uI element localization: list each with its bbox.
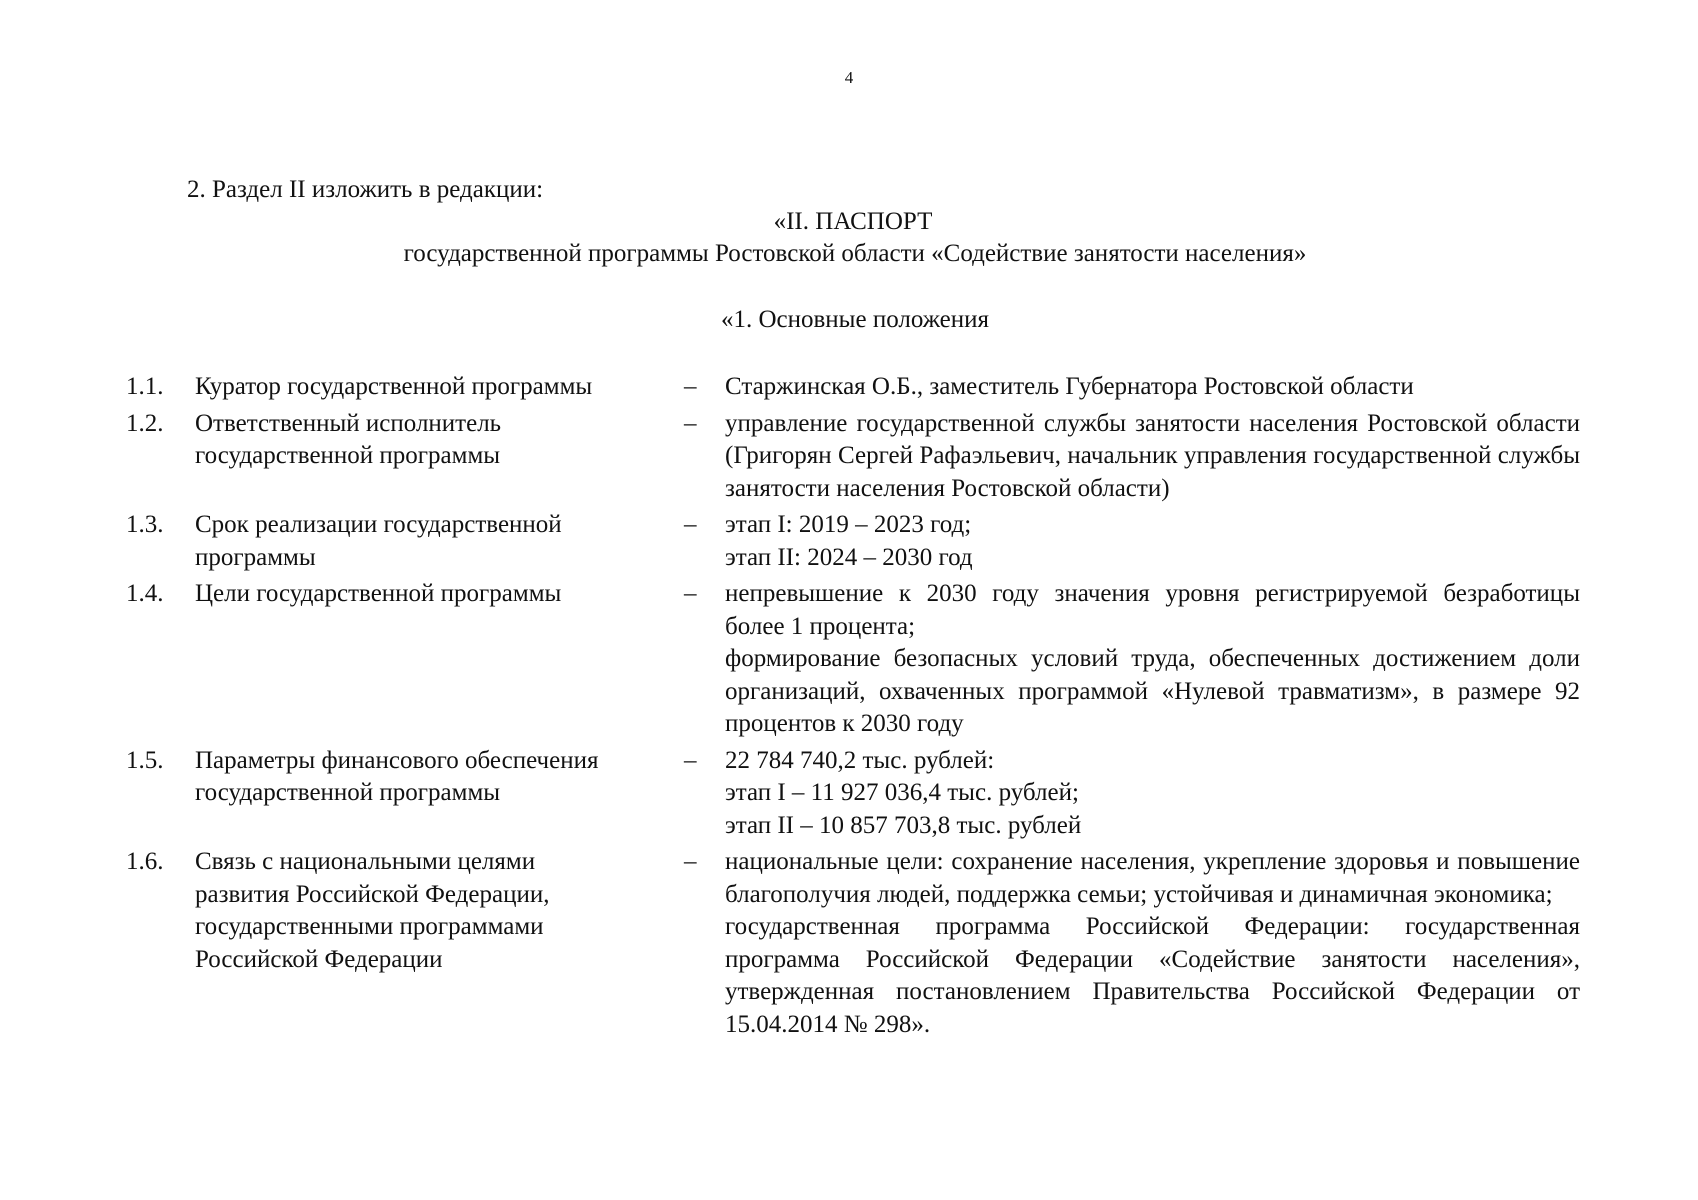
passport-row-1-1	[0, 371, 1698, 404]
value-paragraph: этап I: 2019 – 2023 год;	[725, 511, 972, 538]
row-value	[725, 371, 1580, 404]
row-dash: –	[684, 848, 697, 875]
row-dash: –	[684, 580, 697, 607]
value-paragraph: Старжинская О.Б., заместитель Губернатора Ростовской области	[725, 373, 1414, 400]
value-paragraph: 22 784 740,2 тыс. рублей:	[725, 746, 995, 774]
value-paragraph: формирование безопасных условий труда, обеспеченных достижением доли организаций, охваченных программой «Нулевой травматизм», в размере 92 процентов к 2030 году	[725, 645, 1580, 737]
passport-row-1-3	[0, 509, 1698, 574]
passport-row-1-5	[0, 745, 1698, 843]
page-number: 4	[844, 68, 854, 87]
row-value	[725, 408, 1580, 506]
section-heading: «1. Основные положения	[720, 306, 990, 333]
value-paragraph: этап II: 2024 – 2030 год	[725, 543, 973, 571]
passport-row-1-4	[0, 578, 1698, 741]
row-number: 1.4.	[126, 580, 164, 607]
passport-subtitle: государственной программы Ростовской области «Содействие занятости населения»	[403, 240, 1307, 267]
row-value	[725, 745, 1580, 843]
value-paragraph: этап II – 10 857 703,8 тыс. рублей	[725, 811, 1082, 839]
row-value	[725, 578, 1580, 741]
intro-paragraph: 2. Раздел II изложить в редакции:	[187, 176, 544, 203]
value-paragraph: национальные цели: сохранение населения, укрепление здоровья и повышение благополучия людей, поддержка семьи; устойчивая и динамичная экономика;	[725, 848, 1580, 908]
row-number: 1.5.	[126, 746, 164, 774]
row-dash: –	[684, 373, 697, 400]
row-dash: –	[684, 511, 697, 538]
row-number: 1.2.	[126, 409, 164, 437]
row-dash: –	[684, 746, 697, 774]
row-value	[725, 846, 1580, 1041]
row-label	[195, 846, 675, 976]
row-label: Ответственный исполнитель государственной программы	[195, 409, 502, 469]
row-label: Цели государственной программы	[195, 580, 562, 607]
value-paragraph: этап I – 11 927 036,4 тыс. рублей;	[725, 779, 1079, 806]
row-label: Куратор государственной программы	[195, 373, 593, 400]
passport-table	[0, 371, 1698, 1041]
passport-row-1-2	[0, 408, 1698, 506]
row-label-line: государственными программами	[195, 913, 544, 940]
row-value	[725, 509, 1580, 574]
row-label: Срок реализации государственной программы	[195, 511, 562, 571]
row-label: Параметры финансового обеспечения государственной программы	[195, 746, 599, 806]
row-number: 1.6.	[126, 848, 164, 875]
row-label-line: Связь с национальными целями	[195, 848, 536, 875]
row-number: 1.3.	[126, 511, 164, 538]
value-paragraph: государственная программа Российской Федерации: государственная программа Российской Федерации «Содействие занятости населения», утвержденная постановлением Правительства Российской Федерации от 15.04.2014 № 298».	[725, 913, 1580, 1038]
row-number: 1.1.	[126, 373, 164, 400]
value-paragraph: управление государственной службы занятости населения Ростовской области (Григорян Сергей Рафаэльевич, начальник управления государственной службы занятости населения Ростовской области)	[725, 409, 1580, 502]
passport-title: «II. ПАСПОРТ	[773, 208, 933, 235]
row-label-line: развития Российской Федерации,	[195, 880, 550, 908]
row-dash: –	[684, 409, 697, 437]
passport-row-1-6	[0, 846, 1698, 1041]
row-label-line: Российской Федерации	[195, 945, 443, 973]
value-paragraph: непревышение к 2030 году значения уровня регистрируемой безработицы более 1 процента;	[725, 580, 1580, 640]
